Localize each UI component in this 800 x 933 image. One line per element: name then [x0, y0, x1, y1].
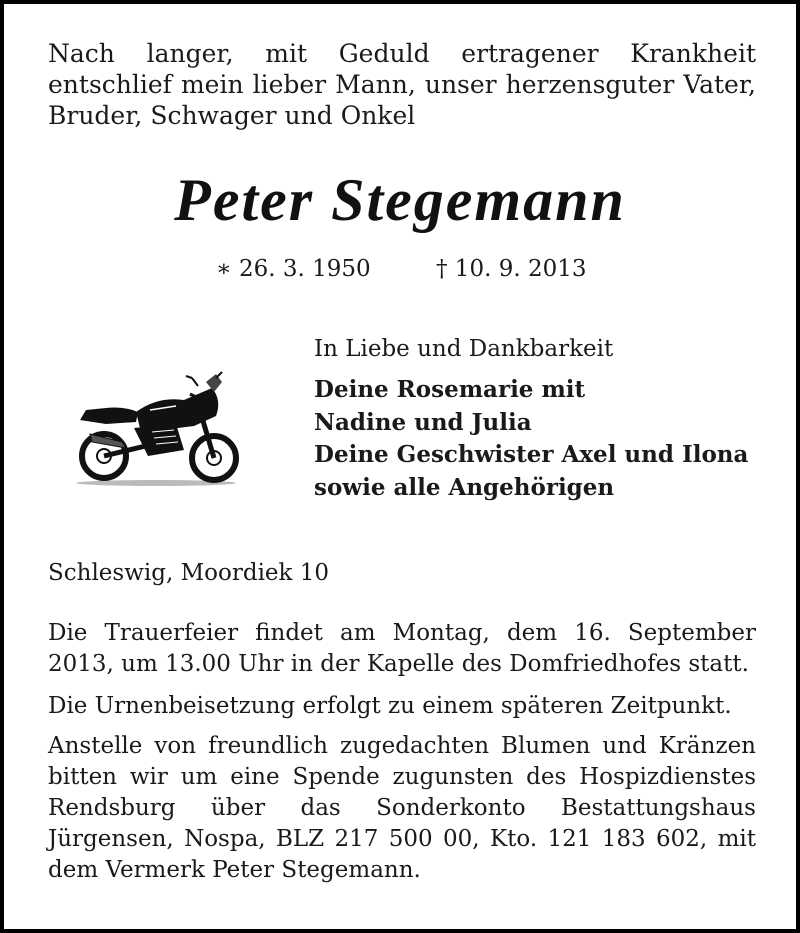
- signers-block: [314, 374, 774, 504]
- signer-line: sowie alle Angehörigen: [314, 473, 615, 501]
- obituary-notice: [4, 4, 796, 929]
- address: Schleswig, Moordiek 10: [48, 560, 330, 586]
- burial-info: Die Urnenbeisetzung erfolgt zu einem späteren Zeitpunkt.: [48, 693, 732, 719]
- donation-info: Anstelle von freundlich zugedachten Blumen und Kränzen bitten wir um eine Spende zugunsten des Hospizdienstes Rendsburg über das Sonderkonto Bestattungshaus Jürgensen, Nospa, BLZ 217 500 00, Kto. 121 183 602, mit dem Vermerk Peter Stegemann.: [48, 733, 756, 883]
- birth-date: ∗ 26. 3. 1950: [216, 256, 371, 282]
- funeral-info: Die Trauerfeier findet am Montag, dem 16. September 2013, um 13.00 Uhr in der Kapelle des Domfriedhofes statt.: [48, 620, 756, 677]
- intro-text: Nach langer, mit Geduld ertragener Krankheit entschlief mein lieber Mann, unser herzensguter Vater, Bruder, Schwager und Onkel: [48, 39, 756, 130]
- signer-line: Deine Rosemarie mit: [314, 376, 586, 403]
- signer-line: Nadine und Julia: [314, 408, 532, 436]
- love-line: In Liebe und Dankbarkeit: [314, 336, 614, 362]
- death-date: † 10. 9. 2013: [436, 256, 587, 282]
- motorcycle-icon: [66, 370, 246, 488]
- signer-line: Deine Geschwister Axel und Ilona: [314, 441, 749, 468]
- deceased-name: Peter Stegemann: [174, 167, 626, 233]
